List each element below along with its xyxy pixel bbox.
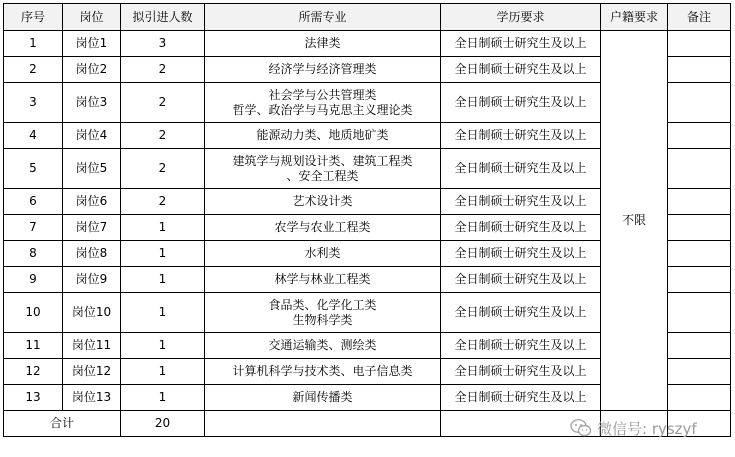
cell-no: 1 — [4, 31, 63, 57]
cell-count: 2 — [121, 149, 205, 189]
cell-remarks — [668, 83, 731, 123]
cell-count: 2 — [121, 123, 205, 149]
cell-post: 岗位5 — [63, 149, 121, 189]
header-hukou: 户籍要求 — [601, 4, 668, 31]
cell-major — [205, 359, 441, 385]
cell-education: 全日制硕士研究生及以上 — [441, 149, 601, 189]
table-body — [4, 31, 731, 437]
cell-major — [205, 149, 441, 189]
cell-education: 全日制硕士研究生及以上 — [441, 241, 601, 267]
cell-count: 1 — [121, 385, 205, 411]
cell-no: 7 — [4, 215, 63, 241]
cell-major — [205, 333, 441, 359]
header-row — [4, 4, 731, 31]
cell-no: 13 — [4, 385, 63, 411]
cell-count: 2 — [121, 57, 205, 83]
major-line: 交通运输类、测绘类 — [268, 338, 377, 352]
cell-count: 1 — [121, 359, 205, 385]
cell-count: 3 — [121, 31, 205, 57]
major-line: 计算机科学与技术类、电子信息类 — [232, 364, 413, 378]
major-line: 新闻传播类 — [292, 390, 353, 404]
cell-hukou-merged: 不限 — [601, 31, 668, 411]
major-line: 经济学与经济管理类 — [268, 62, 377, 76]
cell-remarks — [668, 149, 731, 189]
cell-no: 2 — [4, 57, 63, 83]
header-major: 所需专业 — [205, 4, 441, 31]
major-line: 食品类、化学化工类 — [268, 297, 377, 312]
major-line: 法律类 — [304, 36, 341, 50]
cell-major — [205, 31, 441, 57]
wechat-icon — [570, 418, 592, 438]
cell-remarks — [668, 267, 731, 293]
cell-remarks — [668, 31, 731, 57]
cell-no: 12 — [4, 359, 63, 385]
cell-post: 岗位9 — [63, 267, 121, 293]
cell-remarks — [668, 333, 731, 359]
cell-no: 11 — [4, 333, 63, 359]
cell-major — [205, 267, 441, 293]
major-line: 、安全工程类 — [286, 168, 359, 183]
major-line: 社会学与公共管理类 — [268, 87, 377, 102]
cell-post: 岗位6 — [63, 189, 121, 215]
cell-post: 岗位10 — [63, 293, 121, 333]
cell-major — [205, 83, 441, 123]
cell-education: 全日制硕士研究生及以上 — [441, 359, 601, 385]
cell-remarks — [668, 123, 731, 149]
cell-remarks — [668, 189, 731, 215]
recruitment-table-container — [3, 3, 731, 437]
cell-remarks — [668, 241, 731, 267]
major-line: 林学与林业工程类 — [274, 272, 371, 286]
cell-post: 岗位1 — [63, 31, 121, 57]
cell-post: 岗位13 — [63, 385, 121, 411]
cell-count: 1 — [121, 333, 205, 359]
cell-post: 岗位8 — [63, 241, 121, 267]
table-row — [4, 31, 731, 57]
major-line: 艺术设计类 — [292, 194, 353, 208]
cell-remarks — [668, 293, 731, 333]
total-label: 合计 — [4, 411, 121, 437]
major-line: 农学与农业工程类 — [274, 220, 371, 234]
cell-education: 全日制硕士研究生及以上 — [441, 123, 601, 149]
cell-education: 全日制硕士研究生及以上 — [441, 333, 601, 359]
wechat-watermark — [570, 414, 730, 442]
cell-remarks — [668, 215, 731, 241]
cell-post: 岗位7 — [63, 215, 121, 241]
cell-post: 岗位12 — [63, 359, 121, 385]
cell-post: 岗位2 — [63, 57, 121, 83]
cell-no: 4 — [4, 123, 63, 149]
major-line: 建筑学与规划设计类、建筑工程类 — [232, 153, 413, 168]
cell-no: 9 — [4, 267, 63, 293]
cell-remarks — [668, 359, 731, 385]
cell-count: 2 — [121, 189, 205, 215]
cell-count: 1 — [121, 267, 205, 293]
total-count: 20 — [121, 411, 205, 437]
cell-remarks — [668, 57, 731, 83]
cell-post: 岗位4 — [63, 123, 121, 149]
header-education: 学历要求 — [441, 4, 601, 31]
cell-education: 全日制硕士研究生及以上 — [441, 57, 601, 83]
cell-education: 全日制硕士研究生及以上 — [441, 385, 601, 411]
cell-no: 3 — [4, 83, 63, 123]
cell-no: 5 — [4, 149, 63, 189]
cell-major — [205, 215, 441, 241]
total-major-empty — [205, 411, 441, 437]
major-line: 水利类 — [304, 246, 341, 260]
header-remarks: 备注 — [668, 4, 731, 31]
major-line: 哲学、政治学与马克思主义理论类 — [232, 102, 413, 117]
watermark-text: 微信号: ryszyf — [597, 419, 697, 438]
cell-education: 全日制硕士研究生及以上 — [441, 267, 601, 293]
cell-education: 全日制硕士研究生及以上 — [441, 189, 601, 215]
cell-major — [205, 241, 441, 267]
cell-education: 全日制硕士研究生及以上 — [441, 293, 601, 333]
cell-remarks — [668, 385, 731, 411]
cell-major — [205, 293, 441, 333]
cell-education: 全日制硕士研究生及以上 — [441, 31, 601, 57]
cell-major — [205, 57, 441, 83]
cell-no: 8 — [4, 241, 63, 267]
major-line: 生物科学类 — [292, 312, 353, 327]
header-post: 岗位 — [63, 4, 121, 31]
header-no: 序号 — [4, 4, 63, 31]
cell-no: 6 — [4, 189, 63, 215]
cell-count: 2 — [121, 83, 205, 123]
cell-count: 1 — [121, 241, 205, 267]
recruitment-table — [3, 3, 731, 437]
cell-major — [205, 123, 441, 149]
header-count: 拟引进人数 — [121, 4, 205, 31]
major-line: 能源动力类、地质地矿类 — [256, 128, 389, 142]
cell-count: 1 — [121, 215, 205, 241]
cell-education: 全日制硕士研究生及以上 — [441, 215, 601, 241]
cell-major — [205, 385, 441, 411]
cell-education: 全日制硕士研究生及以上 — [441, 83, 601, 123]
cell-post: 岗位11 — [63, 333, 121, 359]
cell-major — [205, 189, 441, 215]
cell-count: 1 — [121, 293, 205, 333]
cell-no: 10 — [4, 293, 63, 333]
cell-post: 岗位3 — [63, 83, 121, 123]
